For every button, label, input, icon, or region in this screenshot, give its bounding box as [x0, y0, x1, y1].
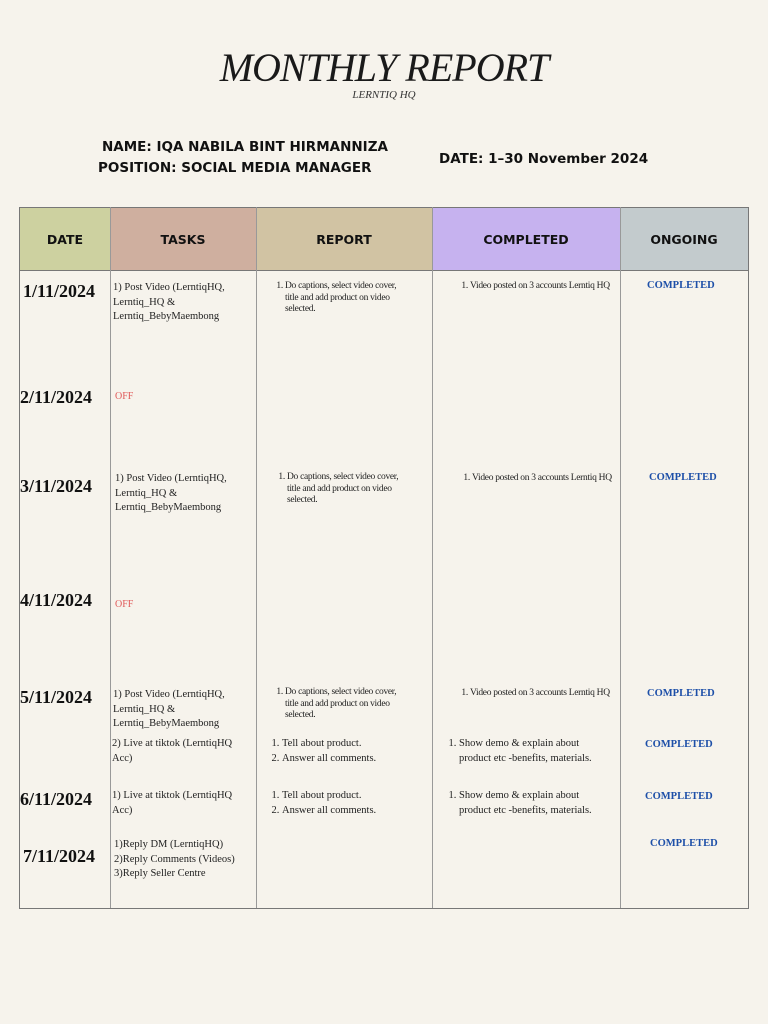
- row-date: 3/11/2024: [20, 476, 93, 496]
- column-divider: [620, 207, 621, 908]
- task-text: 1) Live at tiktok (LerntiqHQ Acc): [112, 790, 233, 816]
- report-subtitle: LERNTIQ HQ: [352, 89, 416, 101]
- status-badge: COMPLETED: [645, 791, 713, 802]
- report-text: 1. Do captions, select video cover, title and add product on video selected.: [271, 281, 401, 316]
- header-completed: COMPLETED: [432, 207, 620, 271]
- task-text: 1) Post Video (LerntiqHQ, Lerntiq_HQ & Lerntiq_BebyMaembong: [113, 689, 225, 729]
- status-badge: COMPLETED: [645, 739, 713, 750]
- status-badge: COMPLETED: [650, 838, 718, 849]
- row-date: 7/11/2024: [23, 846, 96, 866]
- report-date-range: DATE: 1–30 November 2024: [439, 151, 649, 167]
- header-ongoing: ONGOING: [620, 207, 749, 271]
- row-date: 2/11/2024: [20, 387, 93, 407]
- report-text: 1. Do captions, select video cover, title and add product on video selected.: [271, 687, 401, 722]
- column-divider: [256, 207, 257, 908]
- report-table: [19, 207, 749, 909]
- column-divider: [432, 207, 433, 908]
- completed-text: 1. Video posted on 3 accounts Lerntiq HQ: [458, 473, 618, 485]
- task-off: OFF: [115, 599, 134, 610]
- task-off: OFF: [115, 391, 134, 402]
- task-list: 1)Reply DM (LerntiqHQ) 2)Reply Comments (Videos) 3)Reply Seller Centre: [114, 839, 235, 879]
- completed-text: 1. Show demo & explain about product etc -benefits, materials.: [445, 789, 605, 818]
- employee-name: NAME: IQA NABILA BINT HIRMANNIZA: [102, 139, 388, 155]
- completed-text: 1. Video posted on 3 accounts Lerntiq HQ: [456, 688, 616, 700]
- status-badge: COMPLETED: [647, 280, 715, 291]
- completed-text: 1. Video posted on 3 accounts Lerntiq HQ: [456, 281, 616, 293]
- status-badge: COMPLETED: [649, 472, 717, 483]
- completed-text: 1. Show demo & explain about product etc -benefits, materials.: [445, 737, 605, 766]
- row-date: 6/11/2024: [20, 789, 93, 809]
- header-date: DATE: [20, 207, 110, 271]
- column-divider: [110, 207, 111, 908]
- task-text: 1) Post Video (LerntiqHQ, Lerntiq_HQ & Lerntiq_BebyMaembong: [113, 282, 225, 322]
- task-text: 2) Live at tiktok (LerntiqHQ Acc): [112, 738, 233, 764]
- row-date: 1/11/2024: [23, 281, 96, 301]
- header-tasks: TASKS: [110, 207, 256, 271]
- row-date: 4/11/2024: [20, 590, 93, 610]
- column-divider: [748, 207, 749, 908]
- report-title: MONTHLY REPORT: [219, 45, 549, 90]
- report-text: 1. Tell about product. 2. Answer all comments.: [268, 789, 428, 818]
- report-text: 1. Do captions, select video cover, title and add product on video selected.: [273, 472, 403, 507]
- header-report: REPORT: [256, 207, 432, 271]
- status-badge: COMPLETED: [647, 688, 715, 699]
- employee-position: POSITION: SOCIAL MEDIA MANAGER: [98, 160, 372, 176]
- row-date: 5/11/2024: [20, 687, 93, 707]
- task-text: 1) Post Video (LerntiqHQ, Lerntiq_HQ & Lerntiq_BebyMaembong: [115, 473, 227, 513]
- report-text: 1. Tell about product. 2. Answer all comments.: [268, 737, 428, 766]
